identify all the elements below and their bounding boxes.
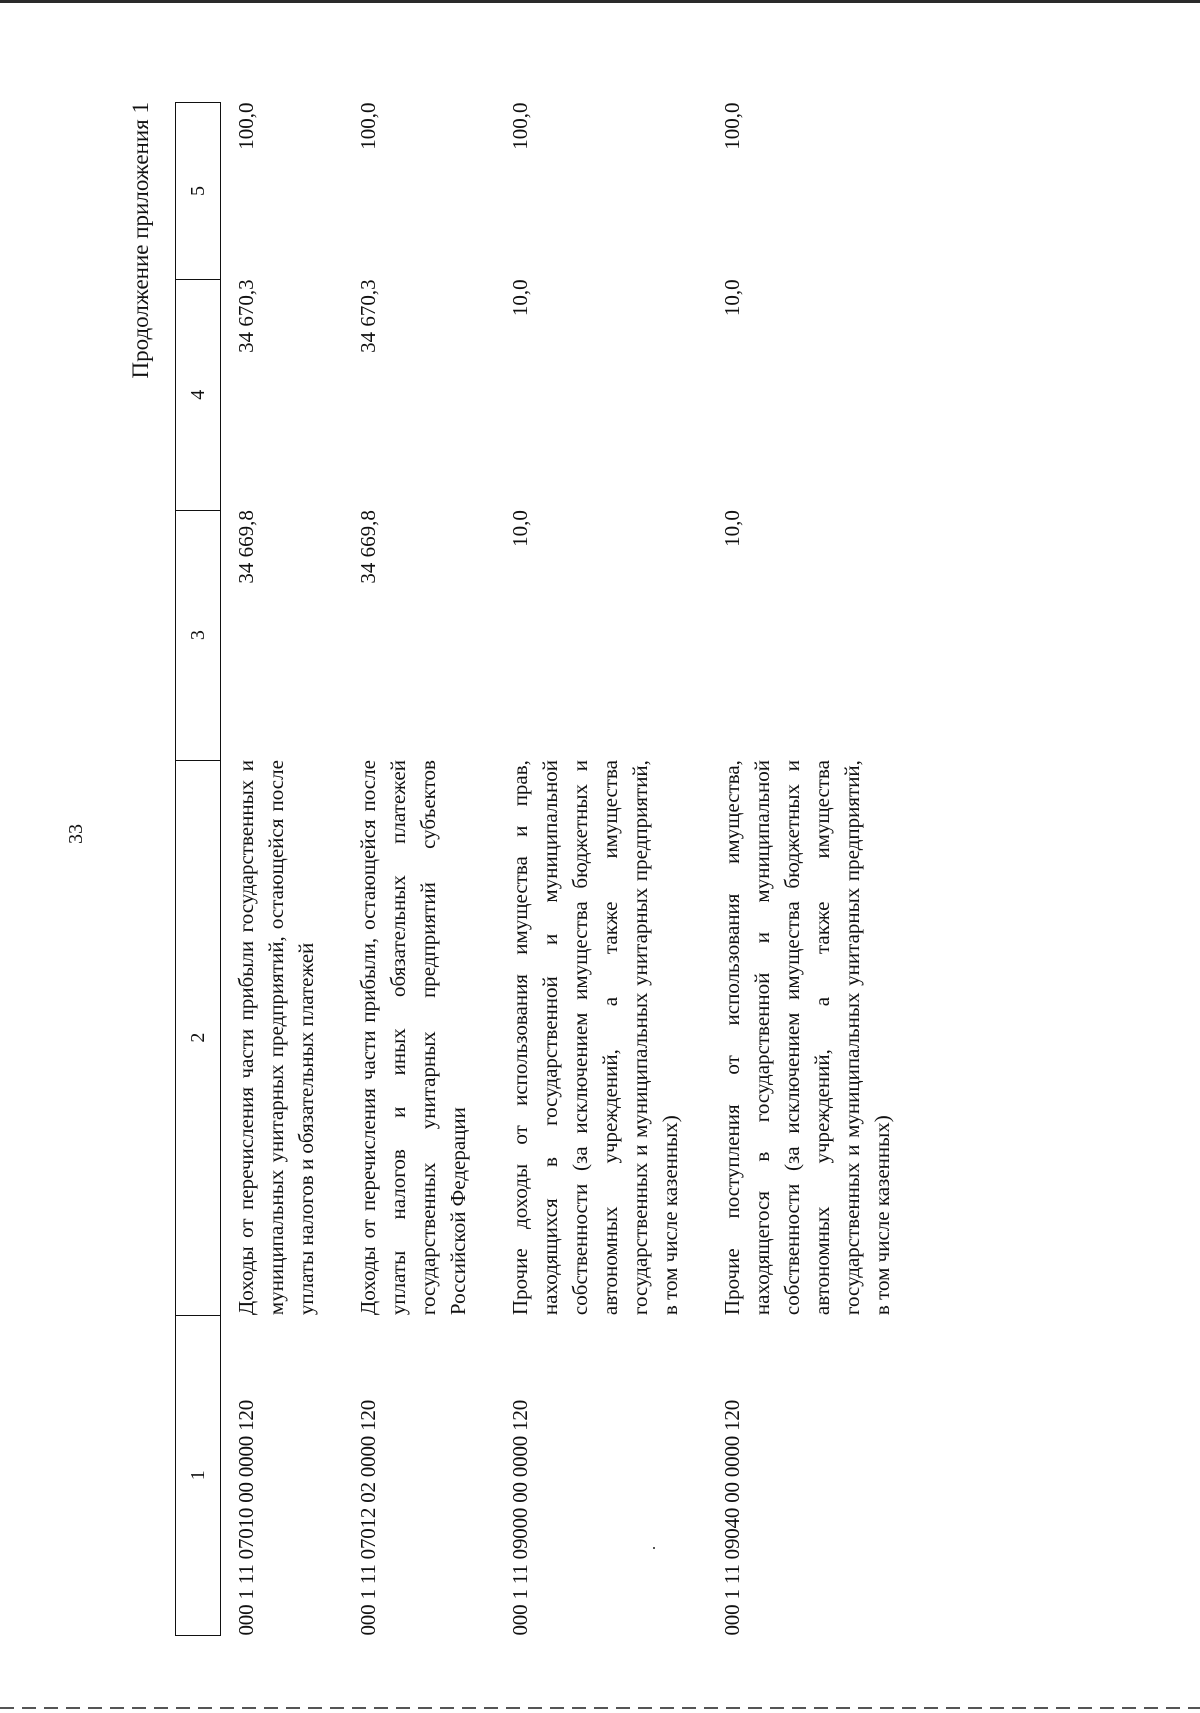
scan-edge-top (0, 0, 1200, 3)
scan-speck (653, 1547, 655, 1549)
revenue-name: Доходы от перечисления части прибыли, остающейся после уплаты налогов и иных обязательных платежей государственных унитарных предприятий субъектов Российской Федерации (356, 760, 470, 1316)
table-row (707, 103, 897, 1636)
appendix-caption: Продолжение приложения 1 (128, 102, 153, 379)
value-col-3: 34 669,8 (234, 510, 258, 584)
header-col-4: 4 (176, 279, 221, 510)
header-col-2: 2 (176, 760, 221, 1315)
value-col-4: 10,0 (508, 279, 532, 317)
revenue-name: Прочие доходы от использования имущества и прав, находящихся в государственной и муниципальной собственности (за исключением имущества бюджетных и автономных учреждений, а также имущества государственных и муниципальных унитарных предприятий, в том числе казенных) (508, 760, 682, 1316)
header-col-3: 3 (176, 510, 221, 760)
budget-code: 000 1 11 07010 00 0000 120 (234, 1399, 258, 1636)
value-col-5: 100,0 (720, 102, 744, 150)
rotated-page-content (126, 97, 1126, 1642)
value-col-4: 34 670,3 (234, 279, 258, 353)
budget-code: 000 1 11 09000 00 0000 120 (508, 1399, 532, 1636)
scan-edge-bottom (0, 1707, 1200, 1709)
value-col-5: 100,0 (356, 102, 380, 150)
budget-code: 000 1 11 09040 00 0000 120 (720, 1399, 744, 1636)
value-col-3: 10,0 (720, 510, 744, 547)
value-col-3: 34 669,8 (356, 510, 380, 584)
revenue-name: Прочие поступления от использования имущества, находящегося в государственной и муниципальной собственности (за исключением имущества бюджетных и автономных учреждений, а также имущества государственных и муниципальных унитарных предприятий, в том числе казенных) (720, 760, 894, 1316)
value-col-5: 100,0 (234, 102, 258, 150)
header-col-5: 5 (176, 103, 221, 280)
table-row (221, 103, 344, 1636)
value-col-4: 10,0 (720, 279, 744, 317)
value-col-4: 34 670,3 (356, 279, 380, 353)
revenue-table (175, 102, 897, 1636)
page-number: 33 (65, 824, 87, 844)
value-col-5: 100,0 (508, 102, 532, 150)
revenue-name: Доходы от перечисления части прибыли государственных и муниципальных унитарных предприятий, остающейся после уплаты налогов и обязательных платежей (234, 760, 318, 1316)
table-row (495, 103, 707, 1636)
header-col-1: 1 (176, 1315, 221, 1635)
value-col-3: 10,0 (508, 510, 532, 547)
table-header-row (176, 103, 221, 1636)
table-row (343, 103, 495, 1636)
budget-code: 000 1 11 07012 02 0000 120 (356, 1399, 380, 1636)
